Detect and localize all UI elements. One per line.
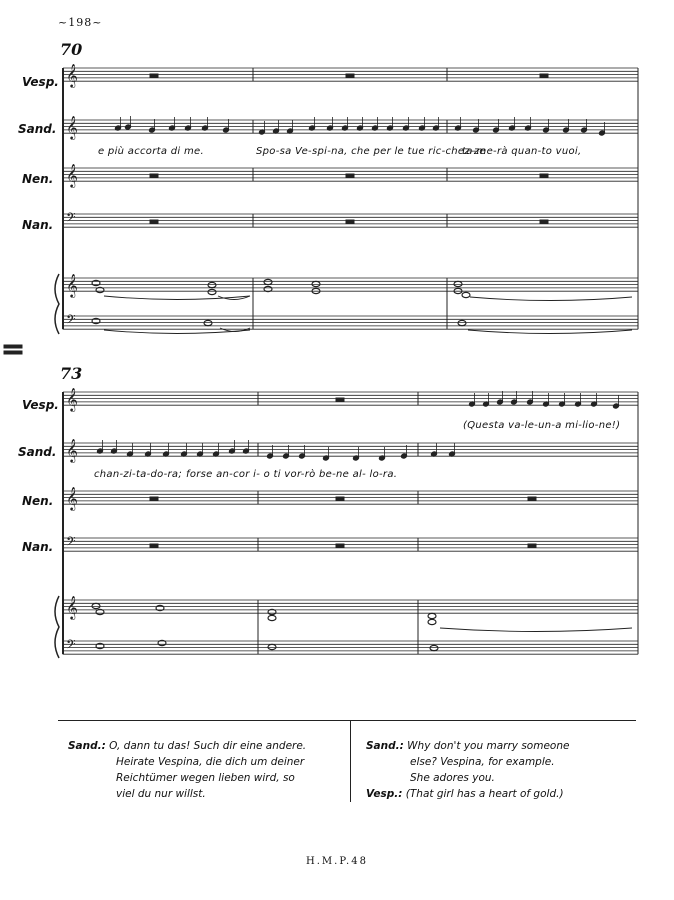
- lyric-line: Spo-sa Ve-spi-na, che per le tue ric-chez-ze: [256, 146, 486, 157]
- piano-brace: [55, 274, 59, 334]
- translation-line: O, dann tu das! Such dir eine andere.: [109, 740, 307, 752]
- translation-english: [366, 738, 636, 802]
- measure-number-70: 70: [60, 40, 83, 59]
- whole-rest: [150, 497, 158, 500]
- whole-note: [454, 281, 462, 286]
- page-number: ~198~: [58, 16, 103, 29]
- tie-slur: [468, 330, 632, 334]
- whole-rest: [336, 544, 344, 547]
- treble-clef-icon: 𝄞: [66, 438, 78, 462]
- instrument-label-vesp: Vesp.: [22, 398, 59, 412]
- translation-line: (That girl has a heart of gold.): [405, 788, 564, 800]
- piano-brace: [55, 596, 59, 658]
- whole-note: [430, 645, 438, 650]
- instrument-label-sand: Sand.: [18, 445, 57, 459]
- translation-divider: [350, 720, 351, 802]
- translation-line: Why don't you marry someone: [407, 740, 570, 752]
- treble-clef-icon: 𝄞: [66, 387, 78, 411]
- bass-clef-icon: 𝄢: [66, 637, 76, 655]
- whole-rest: [336, 398, 344, 401]
- translation-line: Heirate Vespina, die dich um deiner: [116, 756, 305, 768]
- whole-rest: [540, 74, 548, 77]
- lyric-line: ta-me-rà quan-to vuoi,: [462, 146, 582, 157]
- whole-note: [92, 603, 100, 608]
- bass-clef-icon: 𝄢: [66, 534, 76, 552]
- publisher-footer: H.M.P.48: [306, 856, 368, 867]
- whole-note: [268, 615, 276, 620]
- treble-clef-icon: 𝄞: [66, 595, 78, 619]
- whole-note: [428, 619, 436, 624]
- translation-line: Reichtümer wegen lieben wird, so: [116, 772, 295, 784]
- whole-note: [312, 281, 320, 286]
- measure-number-73: 73: [60, 364, 83, 383]
- translation-german: [68, 738, 348, 802]
- instrument-label-vesp: Vesp.: [22, 75, 59, 89]
- treble-clef-icon: 𝄞: [66, 115, 78, 139]
- lyric-line: chan-zi-ta-do-ra;: [94, 469, 182, 480]
- speaker-label: Vesp.:: [366, 788, 403, 800]
- translation-line: else? Vespina, for example.: [410, 756, 555, 768]
- whole-rest: [346, 74, 354, 77]
- whole-rest: [346, 220, 354, 223]
- speaker-label: Sand.:: [366, 740, 404, 752]
- system-separator: [4, 345, 22, 348]
- whole-note: [264, 279, 272, 284]
- instrument-label-nan: Nan.: [22, 218, 54, 232]
- whole-rest: [540, 220, 548, 223]
- whole-rest: [528, 497, 536, 500]
- treble-clef-icon: 𝄞: [66, 63, 78, 87]
- translation-rule: [58, 720, 636, 721]
- whole-note: [268, 644, 276, 649]
- instrument-label-sand: Sand.: [18, 122, 57, 136]
- translation-line: viel du nur willst.: [116, 788, 206, 800]
- treble-clef-icon: 𝄞: [66, 163, 78, 187]
- whole-rest: [540, 174, 548, 177]
- whole-rest: [150, 174, 158, 177]
- tie-slur: [470, 297, 632, 301]
- treble-clef-icon: 𝄞: [66, 273, 78, 297]
- whole-note: [208, 289, 216, 294]
- system-separator: [4, 351, 22, 354]
- bass-clef-icon: 𝄢: [66, 312, 76, 330]
- whole-rest: [150, 220, 158, 223]
- vesp-lyric: (Questa va-le-un-a mi-lio-ne!): [463, 420, 621, 431]
- whole-rest: [528, 544, 536, 547]
- instrument-label-nen: Nen.: [22, 494, 54, 508]
- speaker-label: Sand.:: [68, 740, 106, 752]
- whole-rest: [336, 497, 344, 500]
- translation-line: She adores you.: [410, 772, 495, 784]
- treble-clef-icon: 𝄞: [66, 486, 78, 510]
- tie-slur: [440, 628, 632, 632]
- whole-rest: [150, 74, 158, 77]
- bass-clef-icon: 𝄢: [66, 210, 76, 228]
- whole-note: [428, 613, 436, 618]
- whole-rest: [150, 544, 158, 547]
- instrument-label-nen: Nen.: [22, 172, 54, 186]
- whole-rest: [346, 174, 354, 177]
- instrument-label-nan: Nan.: [22, 540, 54, 554]
- lyric-line: e più accorta di me.: [98, 146, 204, 157]
- whole-note: [462, 292, 470, 297]
- lyric-line: forse an-cor i- o ti vor-rò be-ne al- lo-ra.: [186, 469, 398, 480]
